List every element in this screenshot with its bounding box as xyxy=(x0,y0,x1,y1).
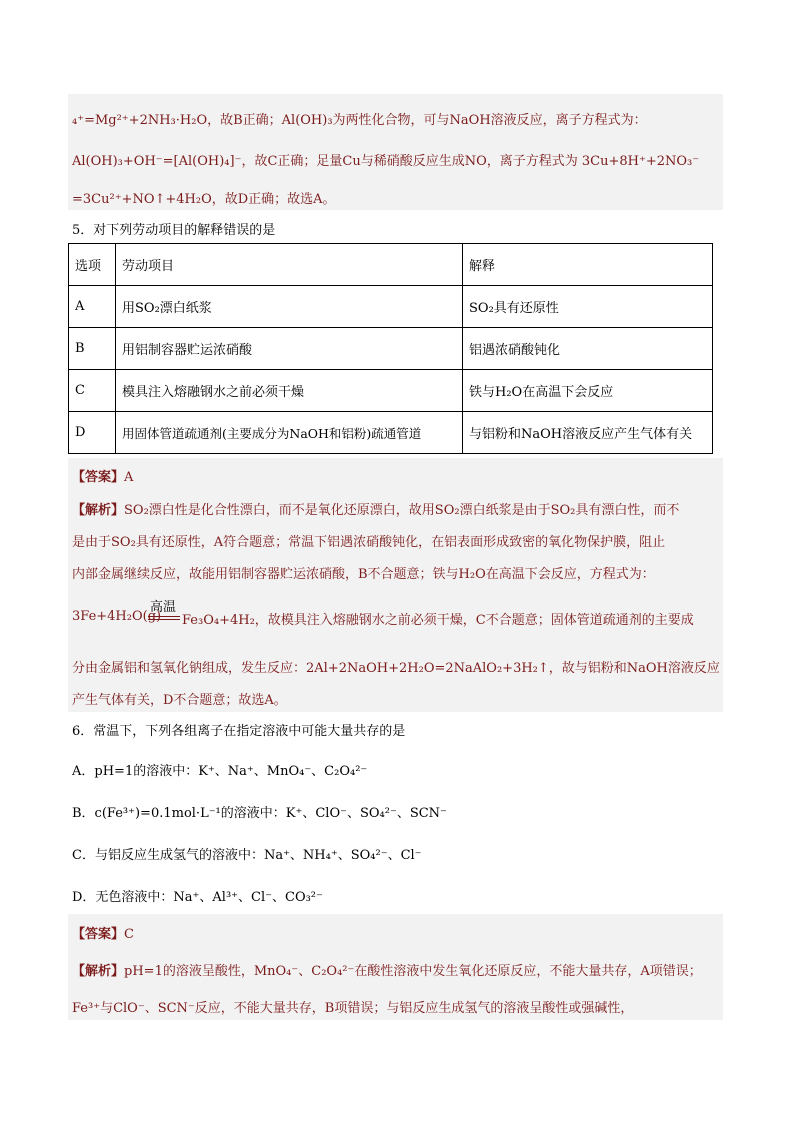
q5-answer xyxy=(72,466,133,485)
table-header-row xyxy=(69,244,713,286)
q5-analysis-line-6: 产生气体有关，D不合题意；故选A。 xyxy=(72,693,287,708)
q6-analysis-line-1 xyxy=(72,960,702,979)
row-option: A xyxy=(69,286,116,328)
prev-answer-line-3: =3Cu²⁺+NO↑+4H₂O，故D正确；故选A。 xyxy=(72,192,336,207)
q5-analysis-line-4a: 3Fe+4H₂O(g) xyxy=(72,609,162,624)
q5-stem: 5．对下列劳动项目的解释错误的是 xyxy=(72,223,276,238)
table-row xyxy=(69,412,713,454)
header-item: 劳动项目 xyxy=(116,244,463,286)
answer-tag: 【答案】 xyxy=(72,470,125,485)
q5-analysis-line-1 xyxy=(72,499,679,518)
row-item: 模具注入熔融钢水之前必须干燥 xyxy=(116,370,463,412)
table-row xyxy=(69,370,713,412)
row-item: 用铝制容器贮运浓硝酸 xyxy=(116,328,463,370)
header-explanation: 解释 xyxy=(463,244,713,286)
row-option: C xyxy=(69,370,116,412)
prev-answer-line-2: Al(OH)₃+OH⁻=[Al(OH)₄]⁻，故C正确；足量Cu与稀硝酸反应生成NO，离子方程式为 3Cu+8H⁺+2NO₃⁻ xyxy=(72,154,700,169)
analysis-text: pH=1的溶液呈酸性，MnO₄⁻、C₂O₄²⁻在酸性溶液中发生氧化还原反应，不能大量共存，A项错误； xyxy=(124,964,702,979)
q6-answer xyxy=(72,923,134,942)
q6-stem: 6．常温下，下列各组离子在指定溶液中可能大量共存的是 xyxy=(72,724,406,739)
q5-analysis-line-3: 内部金属继续反应，故能用铝制容器贮运浓硝酸，B不合题意；铁与H₂O在高温下会反应，方程式为： xyxy=(72,567,655,582)
row-explanation: 与铝粉和NaOH溶液反应产生气体有关 xyxy=(463,412,713,454)
row-item: 用固体管道疏通剂(主要成分为NaOH和铝粉)疏通管道 xyxy=(116,412,463,454)
q6-analysis-line-2: Fe³⁺与ClO⁻、SCN⁻反应，不能大量共存，B项错误；与铝反应生成氢气的溶液呈酸性或强碱性， xyxy=(72,1001,634,1016)
q5-analysis-line-2: 是由于SO₂具有还原性，A符合题意；常温下铝遇浓硝酸钝化，在铝表面形成致密的氧化物保护膜，阻止 xyxy=(72,535,666,550)
q6-option-a: A．pH=1的溶液中：K⁺、Na⁺、MnO₄⁻、C₂O₄²⁻ xyxy=(72,764,368,779)
analysis-text: SO₂漂白性是化合性漂白，而不是氧化还原漂白，故用SO₂漂白纸浆是由于SO₂具有漂白性，而不 xyxy=(124,503,680,518)
table-row xyxy=(69,328,713,370)
prev-answer-line-1: ₄⁺=Mg²⁺+2NH₃·H₂O，故B正确；Al(OH)₃为两性化合物，可与NaOH溶液反应，离子方程式为： xyxy=(72,113,647,128)
q5-reaction-condition: 高温 xyxy=(150,600,177,615)
header-option: 选项 xyxy=(69,244,116,286)
answer-value: C xyxy=(124,927,134,942)
analysis-tag: 【解析】 xyxy=(72,964,125,979)
answer-value: A xyxy=(124,470,134,485)
row-explanation: 铁与H₂O在高温下会反应 xyxy=(463,370,713,412)
row-item: 用SO₂漂白纸浆 xyxy=(116,286,463,328)
q5-analysis-line-5: 分由金属铝和氢氧化钠组成，发生反应：2Al+2NaOH+2H₂O=2NaAlO₂+3H₂↑，故与铝粉和NaOH溶液反应 xyxy=(72,661,720,676)
row-option: B xyxy=(69,328,116,370)
analysis-tag: 【解析】 xyxy=(72,503,125,518)
q6-option-b: B．c(Fe³⁺)=0.1mol·L⁻¹的溶液中：K⁺、ClO⁻、SO₄²⁻、SCN⁻ xyxy=(72,806,447,821)
q6-option-d: D．无色溶液中：Na⁺、Al³⁺、Cl⁻、CO₃²⁻ xyxy=(72,890,323,905)
row-explanation: SO₂具有还原性 xyxy=(463,286,713,328)
row-explanation: 铝遇浓硝酸钝化 xyxy=(463,328,713,370)
q5-analysis-line-4b: Fe₃O₄+4H₂，故模具注入熔融钢水之前必须干燥，C不合题意；固体管道疏通剂的主要成 xyxy=(182,613,694,628)
q6-option-c: C．与铝反应生成氢气的溶液中：Na⁺、NH₄⁺、SO₄²⁻、Cl⁻ xyxy=(72,848,422,863)
answer-tag: 【答案】 xyxy=(72,927,125,942)
q5-table xyxy=(68,243,713,454)
table-row xyxy=(69,286,713,328)
row-option: D xyxy=(69,412,116,454)
